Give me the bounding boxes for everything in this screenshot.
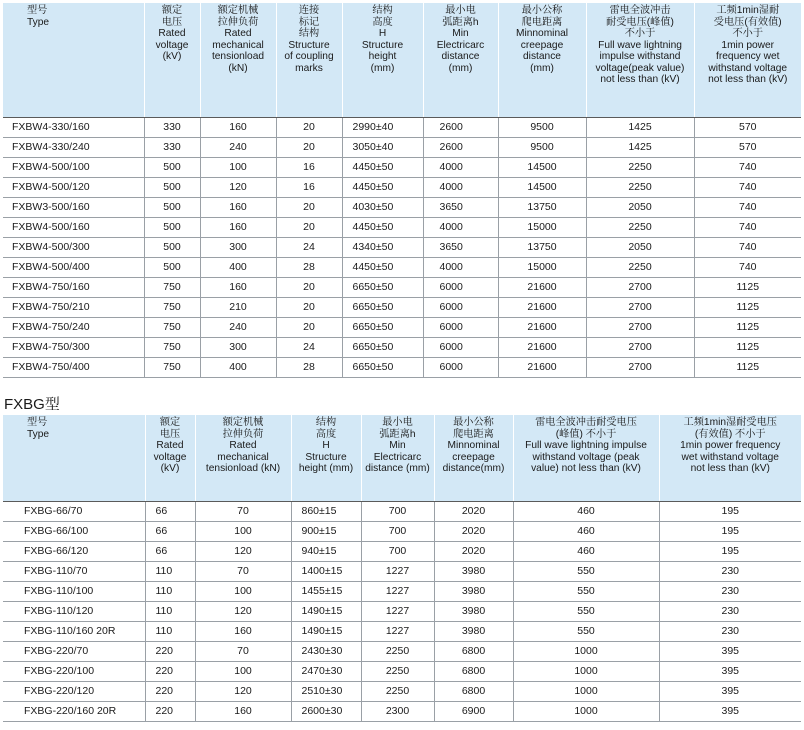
table-header-row bbox=[3, 3, 801, 117]
table-cell: 1125 bbox=[694, 277, 801, 297]
table-cell: 220 bbox=[145, 681, 195, 701]
table-cell: 14500 bbox=[498, 157, 586, 177]
table-cell: 28 bbox=[276, 257, 342, 277]
table-cell: FXBW4-750/210 bbox=[3, 297, 144, 317]
table-cell: 330 bbox=[144, 117, 200, 137]
table-cell: FXBW4-750/240 bbox=[3, 317, 144, 337]
table-cell: 20 bbox=[276, 317, 342, 337]
table-row bbox=[3, 641, 801, 661]
table-cell: 700 bbox=[361, 541, 434, 561]
table-cell: 9500 bbox=[498, 117, 586, 137]
table-cell: 2050 bbox=[586, 237, 694, 257]
table-cell: FXBG-220/120 bbox=[3, 681, 145, 701]
table-cell: 66 bbox=[145, 521, 195, 541]
table-cell: FXBG-110/100 bbox=[3, 581, 145, 601]
table-cell: 4000 bbox=[423, 217, 498, 237]
table-cell: 1000 bbox=[513, 641, 659, 661]
table-row bbox=[3, 177, 801, 197]
table-cell: 160 bbox=[195, 621, 291, 641]
table-cell: 120 bbox=[195, 681, 291, 701]
table-cell: 120 bbox=[200, 177, 276, 197]
table-cell: 2600±30 bbox=[291, 701, 361, 721]
table-cell: FXBW4-750/400 bbox=[3, 357, 144, 377]
table-cell: 750 bbox=[144, 337, 200, 357]
table-cell: 300 bbox=[200, 237, 276, 257]
table-cell: 1490±15 bbox=[291, 621, 361, 641]
table-cell: 16 bbox=[276, 157, 342, 177]
table-cell: FXBG-110/70 bbox=[3, 561, 145, 581]
table-row bbox=[3, 521, 801, 541]
table-cell: 15000 bbox=[498, 257, 586, 277]
table-cell: 400 bbox=[200, 257, 276, 277]
table-cell: 500 bbox=[144, 157, 200, 177]
table-cell: 230 bbox=[659, 581, 801, 601]
table-cell: 9500 bbox=[498, 137, 586, 157]
table-cell: FXBG-220/160 20R bbox=[3, 701, 145, 721]
table-body bbox=[3, 117, 801, 377]
table-cell: 4450±50 bbox=[342, 217, 423, 237]
table-cell: 4450±50 bbox=[342, 157, 423, 177]
table-row bbox=[3, 277, 801, 297]
table-cell: 2250 bbox=[361, 681, 434, 701]
table-cell: 1125 bbox=[694, 317, 801, 337]
table-cell: 3050±40 bbox=[342, 137, 423, 157]
column-header: 连接 标记 结构 Structure of coupling marks bbox=[276, 3, 342, 117]
table-cell: FXBW4-500/300 bbox=[3, 237, 144, 257]
table-cell: 550 bbox=[513, 621, 659, 641]
table-row bbox=[3, 621, 801, 641]
table-cell: 6000 bbox=[423, 297, 498, 317]
table-cell: 100 bbox=[195, 661, 291, 681]
table-cell: 21600 bbox=[498, 317, 586, 337]
table-cell: 500 bbox=[144, 177, 200, 197]
table-cell: 1400±15 bbox=[291, 561, 361, 581]
table-cell: 6800 bbox=[434, 641, 513, 661]
table-cell: 860±15 bbox=[291, 501, 361, 521]
table-cell: 395 bbox=[659, 701, 801, 721]
table-cell: 395 bbox=[659, 681, 801, 701]
table-cell: 14500 bbox=[498, 177, 586, 197]
table-cell: FXBG-220/100 bbox=[3, 661, 145, 681]
table-cell: FXBG-110/120 bbox=[3, 601, 145, 621]
table-cell: 3980 bbox=[434, 581, 513, 601]
column-header: 最小电 弧距离h Min Electricarc distance (mm) bbox=[423, 3, 498, 117]
table-row bbox=[3, 337, 801, 357]
table-cell: FXBW4-500/160 bbox=[3, 217, 144, 237]
table-cell: 740 bbox=[694, 177, 801, 197]
table-cell: 1125 bbox=[694, 357, 801, 377]
table-row bbox=[3, 257, 801, 277]
table-cell: 240 bbox=[200, 317, 276, 337]
table-cell: 700 bbox=[361, 521, 434, 541]
table-cell: 230 bbox=[659, 561, 801, 581]
table-cell: FXBW4-500/100 bbox=[3, 157, 144, 177]
table-cell: 6000 bbox=[423, 317, 498, 337]
column-header: 型号 Type bbox=[3, 3, 144, 117]
table-cell: 2300 bbox=[361, 701, 434, 721]
column-header: 额定 电压 Rated voltage (kV) bbox=[144, 3, 200, 117]
table-cell: 20 bbox=[276, 217, 342, 237]
table-cell: 1227 bbox=[361, 601, 434, 621]
table-cell: FXBG-66/120 bbox=[3, 541, 145, 561]
table-cell: 6800 bbox=[434, 681, 513, 701]
table-row bbox=[3, 317, 801, 337]
table-cell: 3980 bbox=[434, 601, 513, 621]
table-cell: 1000 bbox=[513, 661, 659, 681]
table-cell: 2250 bbox=[361, 641, 434, 661]
table-cell: 195 bbox=[659, 541, 801, 561]
table-cell: 70 bbox=[195, 641, 291, 661]
table-cell: 20 bbox=[276, 277, 342, 297]
table-cell: 570 bbox=[694, 137, 801, 157]
table-cell: 2430±30 bbox=[291, 641, 361, 661]
table-cell: 2020 bbox=[434, 501, 513, 521]
table-cell: FXBG-66/70 bbox=[3, 501, 145, 521]
table-cell: 2700 bbox=[586, 317, 694, 337]
table-cell: FXBG-110/160 20R bbox=[3, 621, 145, 641]
table-cell: 4450±50 bbox=[342, 257, 423, 277]
table-cell: 21600 bbox=[498, 277, 586, 297]
fxbg-spec-table bbox=[3, 415, 801, 722]
table-cell: 2600 bbox=[423, 137, 498, 157]
table-row bbox=[3, 501, 801, 521]
table-cell: 21600 bbox=[498, 357, 586, 377]
table-row bbox=[3, 357, 801, 377]
table-cell: FXBW4-750/300 bbox=[3, 337, 144, 357]
table-cell: 6650±50 bbox=[342, 277, 423, 297]
table-cell: FXBW4-500/400 bbox=[3, 257, 144, 277]
table-cell: 15000 bbox=[498, 217, 586, 237]
table-cell: 740 bbox=[694, 257, 801, 277]
table-cell: FXBG-66/100 bbox=[3, 521, 145, 541]
table-row bbox=[3, 561, 801, 581]
column-header: 最小电 弧距离h Min Electricarc distance (mm) bbox=[361, 415, 434, 501]
table-cell: 6000 bbox=[423, 337, 498, 357]
table-cell: 160 bbox=[200, 117, 276, 137]
table-cell: 550 bbox=[513, 561, 659, 581]
table-cell: 210 bbox=[200, 297, 276, 317]
table-cell: 20 bbox=[276, 137, 342, 157]
table-cell: 940±15 bbox=[291, 541, 361, 561]
table-cell: 550 bbox=[513, 581, 659, 601]
table-cell: 21600 bbox=[498, 337, 586, 357]
table-cell: 120 bbox=[195, 601, 291, 621]
table-cell: FXBW4-330/240 bbox=[3, 137, 144, 157]
table-row bbox=[3, 297, 801, 317]
table-row bbox=[3, 681, 801, 701]
table-cell: 20 bbox=[276, 117, 342, 137]
table-cell: 550 bbox=[513, 601, 659, 621]
column-header: 雷电全波冲击耐受电压 (峰值) 不小于 Full wave lightning impulse withstand voltage (peak value) not less than (kV) bbox=[513, 415, 659, 501]
table-cell: 195 bbox=[659, 521, 801, 541]
table-cell: FXBW4-330/160 bbox=[3, 117, 144, 137]
table-header-row bbox=[3, 415, 801, 501]
table-cell: 750 bbox=[144, 297, 200, 317]
table-cell: 13750 bbox=[498, 197, 586, 217]
table-cell: 460 bbox=[513, 521, 659, 541]
table-body bbox=[3, 501, 801, 721]
table-cell: 160 bbox=[195, 701, 291, 721]
table-cell: 220 bbox=[145, 661, 195, 681]
table-cell: 100 bbox=[195, 521, 291, 541]
table-cell: 460 bbox=[513, 501, 659, 521]
table-row bbox=[3, 237, 801, 257]
column-header: 额定机械 拉伸负荷 Rated mechanical tensionload (kN) bbox=[200, 3, 276, 117]
table-cell: 1490±15 bbox=[291, 601, 361, 621]
table-cell: 400 bbox=[200, 357, 276, 377]
table-cell: 230 bbox=[659, 621, 801, 641]
table-cell: 4000 bbox=[423, 177, 498, 197]
table-cell: 4000 bbox=[423, 257, 498, 277]
table-cell: 460 bbox=[513, 541, 659, 561]
table-cell: 2250 bbox=[586, 217, 694, 237]
table-cell: 110 bbox=[145, 581, 195, 601]
table-row bbox=[3, 217, 801, 237]
table-cell: 500 bbox=[144, 257, 200, 277]
table-cell: 6900 bbox=[434, 701, 513, 721]
table-cell: 4030±50 bbox=[342, 197, 423, 217]
column-header: 结构 高度 H Structure height (mm) bbox=[291, 415, 361, 501]
column-header: 型号 Type bbox=[3, 415, 145, 501]
table-cell: 740 bbox=[694, 237, 801, 257]
table-cell: 750 bbox=[144, 357, 200, 377]
table-cell: 2600 bbox=[423, 117, 498, 137]
table-cell: FXBG-220/70 bbox=[3, 641, 145, 661]
table-cell: 330 bbox=[144, 137, 200, 157]
table-cell: 24 bbox=[276, 337, 342, 357]
table-row bbox=[3, 157, 801, 177]
table-cell: 1425 bbox=[586, 137, 694, 157]
table-cell: 2250 bbox=[586, 257, 694, 277]
table-cell: 395 bbox=[659, 641, 801, 661]
table-cell: FXBW4-750/160 bbox=[3, 277, 144, 297]
table-row bbox=[3, 601, 801, 621]
table-row bbox=[3, 117, 801, 137]
column-header: 工频1min湿耐 受电压(有效值) 不小于 1min power frequency wet withstand voltage not less than (kV) bbox=[694, 3, 801, 117]
column-header: 最小公称 爬电距离 Minnominal creepage distance (mm) bbox=[498, 3, 586, 117]
table-cell: 120 bbox=[195, 541, 291, 561]
table-cell: 6650±50 bbox=[342, 357, 423, 377]
table-row bbox=[3, 581, 801, 601]
table-cell: 195 bbox=[659, 501, 801, 521]
table-cell: 4450±50 bbox=[342, 177, 423, 197]
table-cell: 6650±50 bbox=[342, 297, 423, 317]
table-cell: 500 bbox=[144, 237, 200, 257]
table-cell: 4340±50 bbox=[342, 237, 423, 257]
table-cell: 2700 bbox=[586, 337, 694, 357]
table-cell: 6800 bbox=[434, 661, 513, 681]
table-row bbox=[3, 661, 801, 681]
table-cell: 6650±50 bbox=[342, 337, 423, 357]
table-cell: 2050 bbox=[586, 197, 694, 217]
column-header: 工频1min湿耐受电压 (有效值) 不小于 1min power frequency wet withstand voltage not less than (kV) bbox=[659, 415, 801, 501]
table-cell: 20 bbox=[276, 197, 342, 217]
table-cell: 1227 bbox=[361, 581, 434, 601]
table-cell: 110 bbox=[145, 601, 195, 621]
table-cell: 300 bbox=[200, 337, 276, 357]
table-cell: 2700 bbox=[586, 277, 694, 297]
table-cell: 6000 bbox=[423, 277, 498, 297]
table-cell: 740 bbox=[694, 217, 801, 237]
table-cell: 220 bbox=[145, 641, 195, 661]
table-cell: 3980 bbox=[434, 621, 513, 641]
column-header: 额定机械 拉伸负荷 Rated mechanical tensionload (kN) bbox=[195, 415, 291, 501]
fxbw-spec-table bbox=[3, 3, 801, 378]
table-cell: 110 bbox=[145, 621, 195, 641]
table-cell: 6650±50 bbox=[342, 317, 423, 337]
table-cell: FXBW4-500/120 bbox=[3, 177, 144, 197]
table-cell: 2250 bbox=[586, 177, 694, 197]
table-cell: 160 bbox=[200, 197, 276, 217]
table-cell: 750 bbox=[144, 277, 200, 297]
table-cell: 2470±30 bbox=[291, 661, 361, 681]
table-cell: 570 bbox=[694, 117, 801, 137]
table-cell: 100 bbox=[200, 157, 276, 177]
table-cell: 20 bbox=[276, 297, 342, 317]
column-header: 额定 电压 Rated voltage (kV) bbox=[145, 415, 195, 501]
table-cell: FXBW3-500/160 bbox=[3, 197, 144, 217]
table-cell: 1125 bbox=[694, 337, 801, 357]
table-cell: 740 bbox=[694, 197, 801, 217]
column-header: 结构 高度 H Structure height (mm) bbox=[342, 3, 423, 117]
table-cell: 21600 bbox=[498, 297, 586, 317]
table-cell: 1227 bbox=[361, 621, 434, 641]
column-header: 最小公称 爬电距离 Minnominal creepage distance(mm) bbox=[434, 415, 513, 501]
table-cell: 740 bbox=[694, 157, 801, 177]
table-cell: 1125 bbox=[694, 297, 801, 317]
table-row bbox=[3, 137, 801, 157]
table-cell: 2700 bbox=[586, 357, 694, 377]
table-cell: 160 bbox=[200, 217, 276, 237]
table-cell: 1000 bbox=[513, 701, 659, 721]
table-cell: 70 bbox=[195, 501, 291, 521]
table-row bbox=[3, 701, 801, 721]
table-cell: 6000 bbox=[423, 357, 498, 377]
table-cell: 750 bbox=[144, 317, 200, 337]
table-cell: 70 bbox=[195, 561, 291, 581]
table-cell: 160 bbox=[200, 277, 276, 297]
table-cell: 700 bbox=[361, 501, 434, 521]
table-cell: 66 bbox=[145, 501, 195, 521]
table-cell: 2020 bbox=[434, 541, 513, 561]
table-cell: 900±15 bbox=[291, 521, 361, 541]
table-cell: 2020 bbox=[434, 521, 513, 541]
table-cell: 13750 bbox=[498, 237, 586, 257]
table-cell: 110 bbox=[145, 561, 195, 581]
table-cell: 2250 bbox=[361, 661, 434, 681]
table-cell: 2990±40 bbox=[342, 117, 423, 137]
table-row bbox=[3, 197, 801, 217]
table-cell: 66 bbox=[145, 541, 195, 561]
table-cell: 3980 bbox=[434, 561, 513, 581]
table-cell: 230 bbox=[659, 601, 801, 621]
table-cell: 220 bbox=[145, 701, 195, 721]
table-cell: 500 bbox=[144, 217, 200, 237]
table-cell: 28 bbox=[276, 357, 342, 377]
table-row bbox=[3, 541, 801, 561]
table-cell: 100 bbox=[195, 581, 291, 601]
table-cell: 4000 bbox=[423, 157, 498, 177]
table-cell: 240 bbox=[200, 137, 276, 157]
table-cell: 1425 bbox=[586, 117, 694, 137]
table-cell: 395 bbox=[659, 661, 801, 681]
table-cell: 1455±15 bbox=[291, 581, 361, 601]
table-cell: 2700 bbox=[586, 297, 694, 317]
column-header: 雷电全波冲击 耐受电压(峰值) 不小于 Full wave lightning impulse withstand voltage(peak value) not less than (kV) bbox=[586, 3, 694, 117]
table-cell: 2250 bbox=[586, 157, 694, 177]
table-cell: 1000 bbox=[513, 681, 659, 701]
table-cell: 2510±30 bbox=[291, 681, 361, 701]
table-cell: 3650 bbox=[423, 197, 498, 217]
table-cell: 500 bbox=[144, 197, 200, 217]
section-title: FXBG型 bbox=[4, 396, 60, 413]
table-cell: 1227 bbox=[361, 561, 434, 581]
table-cell: 3650 bbox=[423, 237, 498, 257]
table-cell: 24 bbox=[276, 237, 342, 257]
table-cell: 16 bbox=[276, 177, 342, 197]
